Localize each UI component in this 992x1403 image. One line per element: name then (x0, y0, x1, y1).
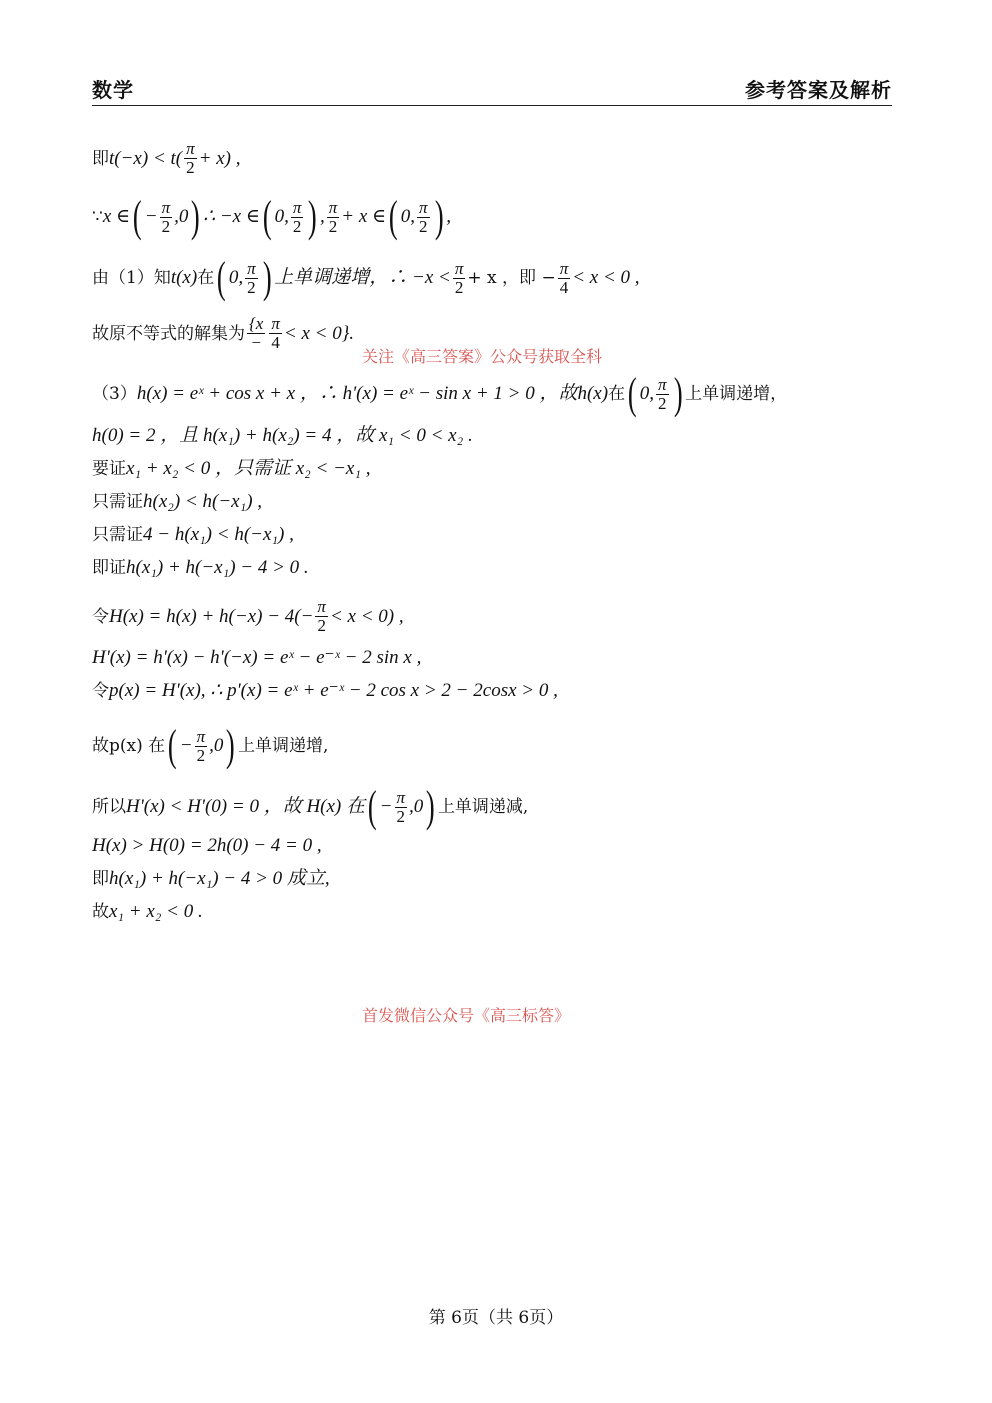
line-prefix: 所以 (92, 797, 126, 817)
math-text: − (179, 735, 193, 756)
math-text: H(x) > H(0) = 2h(0) − 4 = 0 , (92, 835, 322, 856)
fraction: $\frac{\pi}{2}$ (186, 139, 195, 177)
fraction: $\frac{\pi}{4}$ (271, 314, 280, 352)
math-text: 在 (197, 268, 215, 288)
page-header (92, 79, 892, 106)
math-text: < x < 0) , (329, 605, 404, 627)
line-prefix: 故原不等式的解集为 (92, 323, 245, 344)
line-prefix: 即 (92, 869, 109, 889)
solution-line (92, 491, 262, 513)
fraction: $\frac{\{x}{-}$ (249, 314, 264, 352)
line-prefix: ∵ (92, 207, 103, 227)
math-text: 0, (639, 383, 654, 404)
math-text: + x ，即 − (467, 268, 556, 288)
math-text: h(x) = eˣ + cos x + x ，∴ h'(x) = eˣ − sin x + 1 > 0 ，故 (136, 383, 578, 404)
solution-line (92, 458, 370, 480)
solution-line (92, 369, 788, 418)
fraction: $\frac{\pi}{2}$ (317, 597, 326, 635)
math-text: , (320, 206, 325, 227)
solution-line (92, 192, 451, 241)
math-text: x₁ + x₂ < 0 ，只需证 x₂ < −x₁ , (126, 458, 371, 479)
line-prefix: 只需证 (92, 492, 143, 512)
solution-line (92, 253, 640, 302)
interval-paren: ( (367, 782, 377, 831)
interval-paren: ) (673, 369, 683, 418)
solution-line (92, 782, 529, 831)
math-text: t(x) (170, 267, 198, 288)
math-text: h(0) = 2 ，且 h(x₁) + h(x₂) = 4 ，故 x₁ < 0 < x₂ . (92, 425, 473, 446)
line-prefix: 只需证 (92, 525, 143, 545)
math-text: H(x) = h(x) + h(−x) − 4(− (109, 605, 314, 627)
math-text: h(x₂) < h(−x₁) , (143, 491, 263, 512)
math-text: + x ∈ (341, 206, 387, 227)
math-text: h(x₁) + h(−x₁) − 4 > 0 成立, (109, 868, 330, 889)
watermark-top: 关注《高三答案》公众号获取全科 (362, 347, 603, 366)
fraction: $\frac{\pi}{2}$ (196, 726, 206, 765)
fraction: $\frac{\pi}{2}$ (419, 197, 428, 236)
interval-paren: ) (426, 782, 436, 831)
math-text: H'(x) = h'(x) − h'(−x) = eˣ − e⁻ˣ − 2 sin x , (92, 647, 422, 668)
solution-line (92, 140, 241, 177)
math-text: t(−x) < t( (109, 147, 183, 169)
solution-line (92, 721, 329, 770)
solution-line (92, 835, 322, 857)
solution-line (92, 647, 421, 669)
math-text: + x) , (198, 147, 241, 169)
math-text: x ∈ (102, 206, 131, 227)
line-prefix: 令 (92, 606, 109, 627)
solution-line (92, 315, 354, 352)
math-text: ,0 (174, 206, 189, 227)
interval-paren: ) (226, 721, 236, 770)
math-text: 在 (608, 384, 626, 404)
solution-line (92, 680, 558, 702)
page-footer: 第 6页（共 6页） (428, 1308, 564, 1328)
interval-paren: ) (191, 192, 201, 241)
math-text: 0, (228, 267, 244, 288)
line-prefix: 即 (92, 148, 109, 169)
interval-paren: ( (627, 369, 637, 418)
solution-line (92, 868, 330, 890)
interval-paren: ( (168, 721, 177, 770)
line-prefix: （3） (92, 384, 137, 404)
math-text: − (379, 796, 393, 817)
math-text: H'(x) < H'(0) = 0 ，故 H(x) 在 (126, 796, 366, 817)
math-text: 0, (400, 206, 416, 227)
math-text: ∴ −x ∈ (203, 206, 260, 227)
fraction: $\frac{\pi}{2}$ (292, 197, 302, 236)
solution-line (92, 425, 473, 447)
line-prefix: 故 (92, 902, 109, 922)
math-text: 上单调递增，∴ −x < (274, 267, 451, 288)
math-text: ,0 (209, 735, 224, 756)
fraction: $\frac{\pi}{2}$ (328, 197, 338, 236)
interval-paren: ) (308, 192, 318, 241)
interval-paren: ) (262, 253, 272, 302)
math-text: x₁ + x₂ < 0 . (109, 901, 203, 922)
math-text: − (144, 206, 158, 227)
math-text: , (446, 206, 451, 227)
math-text: ,0 (409, 796, 424, 817)
interval-paren: ( (262, 192, 272, 241)
math-text: < x < 0 , (572, 267, 640, 288)
subject-label: 数学 (92, 78, 134, 102)
solution-line (92, 524, 294, 546)
math-text: 4 − h(x₁) < h(−x₁) , (143, 524, 294, 545)
math-text: 上单调递减, (437, 797, 529, 817)
math-text: < x < 0}. (283, 322, 355, 344)
line-prefix: 要证 (92, 459, 126, 479)
interval-paren: ( (217, 253, 226, 302)
math-text: h(x) (577, 383, 609, 404)
interval-paren: ( (389, 192, 398, 241)
fraction: $\frac{\pi}{2}$ (657, 374, 667, 413)
fraction: $\frac{\pi}{2}$ (396, 787, 406, 826)
math-text: h(x₁) + h(−x₁) − 4 > 0 . (126, 557, 309, 578)
fraction: $\frac{\pi}{2}$ (247, 258, 256, 297)
fraction: $\frac{\pi}{2}$ (161, 197, 171, 236)
solution-line (92, 557, 309, 579)
fraction: $\frac{\pi}{2}$ (454, 258, 464, 297)
solution-line (92, 901, 203, 923)
math-text: p(x) = H'(x), ∴ p'(x) = eˣ + e⁻ˣ − 2 cos x > 2 − 2cosx > 0 , (109, 680, 558, 701)
line-prefix: 即证 (92, 558, 126, 578)
line-prefix: 由（1）知 (92, 268, 171, 288)
line-prefix: 令 (92, 681, 109, 701)
interval-paren: ( (133, 192, 142, 241)
watermark-bottom: 首发微信公众号《高三标答》 (362, 1006, 571, 1025)
line-prefix: 故 (92, 736, 109, 756)
math-text: 上单调递增， (685, 384, 788, 404)
interval-paren: ) (434, 192, 444, 241)
solution-line (92, 598, 404, 635)
math-text: 0, (274, 206, 289, 227)
header-title: 参考答案及解析 (745, 78, 892, 102)
math-text: p(x) 在 (109, 736, 166, 756)
math-text: 上单调递增, (238, 736, 329, 756)
fraction: $\frac{\pi}{4}$ (559, 258, 569, 297)
